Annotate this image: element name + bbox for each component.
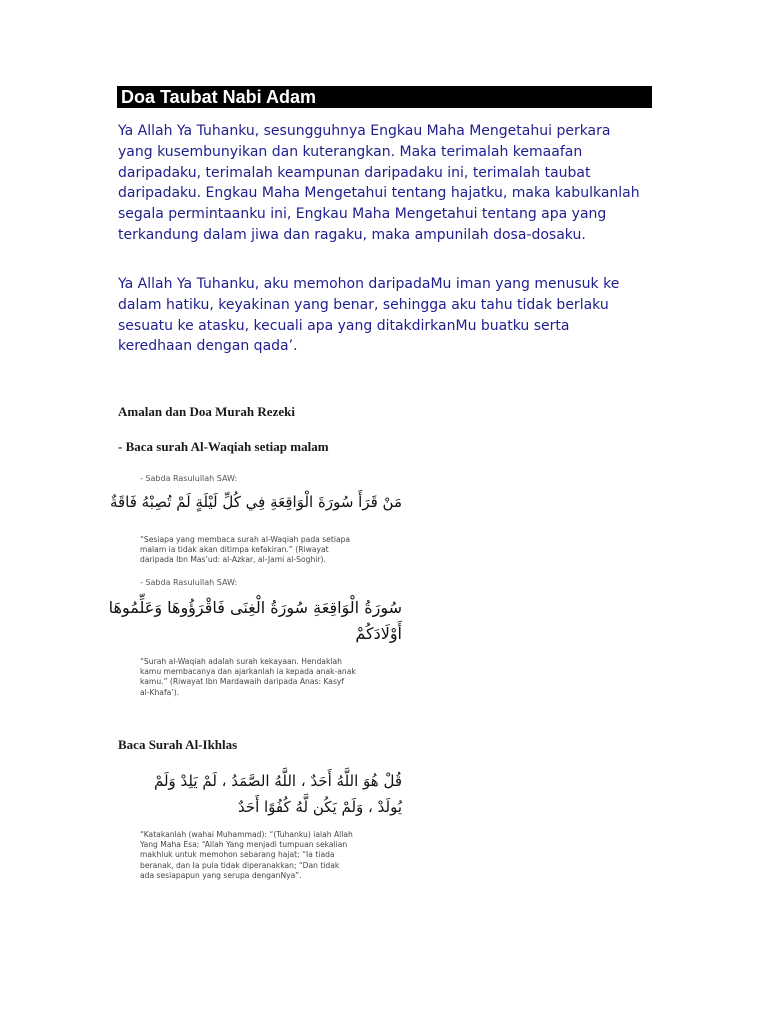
arabic-text <box>140 768 402 820</box>
heading-surah-ikhlas: Baca Surah Al-Ikhlas <box>118 737 238 752</box>
text-line: kamu membacanya dan ajarkanlah ia kepada anak-anak <box>140 667 356 677</box>
heading-murah-rezeki: Amalan dan Doa Murah Rezeki <box>118 404 295 419</box>
arabic-text: مَنْ قَرَأَ سُورَةَ الْوَاقِعَةِ فِي كُلِّ لَيْلَةٍ لَمْ تُصِبْهُ فَاقَةٌ <box>109 493 402 511</box>
arabic-text <box>108 595 402 647</box>
surah-translation <box>140 830 402 881</box>
heading-surah-waqiah: - Baca surah Al-Waqiah setiap malam <box>118 439 329 454</box>
surah-ikhlas-excerpt <box>140 768 402 881</box>
text-line: “Surah al-Waqiah adalah surah kekayaan. Hendaklah <box>140 657 342 666</box>
page-title: Doa Taubat Nabi Adam <box>117 86 652 108</box>
hadith-excerpt-1 <box>109 474 402 566</box>
hadith-label: - Sabda Rasulullah SAW: <box>140 474 238 483</box>
arabic-line: يُولَدْ ، وَلَمْ يَكُن لَّهُ كُفُوًا أَحَدٌ <box>237 798 402 816</box>
doa-taubat-paragraph-2 <box>118 274 658 357</box>
text-line: Yang Maha Esa; “Allah Yang menjadi tumpuan sekalian <box>140 840 348 850</box>
arabic-line: سُورَةُ الْوَاقِعَةِ سُورَةُ الْغِنَى فَاقْرَؤُوهَا وَعَلِّمُوهَا <box>108 598 402 617</box>
text-line: daripada Ibn Mas’ud: al-Azkar, al-Jami al-Soghir). <box>140 555 326 565</box>
text-line: yang kusembunyikan dan kuterangkan. Maka terimalah kemaafan <box>118 143 583 160</box>
hadith-label: - Sabda Rasulullah SAW: <box>140 578 238 587</box>
text-line: dalam hatiku, keyakinan yang benar, sehingga aku tahu tidak berlaku <box>118 296 609 313</box>
arabic-line: قُلْ هُوَ اللَّهُ أَحَدٌ ، اللَّهُ الصَّمَدُ ، لَمْ يَلِدْ وَلَمْ <box>153 772 402 790</box>
text-line: “Sesiapa yang membaca surah al-Waqiah pada setiapa <box>140 535 351 544</box>
text-line: malam ia tidak akan ditimpa kefakiran.” (Riwayat <box>140 545 329 555</box>
text-line: kamu.” (Riwayat Ibn Mardawaih daripada Anas: Kasyf <box>140 677 345 687</box>
text-line: makhluk untuk memohon sebarang hajat; “Ia tiada <box>140 850 335 860</box>
hadith-translation <box>140 657 402 698</box>
text-line: al-Khafa’). <box>140 687 180 697</box>
text-line: sesuatu ke atasku, kecuali apa yang ditakdirkanMu buatku serta <box>118 317 570 334</box>
text-line: daripadaku. Engkau Maha Mengetahui tentang hajatku, maka kabulkanlah <box>118 185 640 202</box>
text-line: Ya Allah Ya Tuhanku, aku memohon daripadaMu iman yang menusuk ke <box>118 276 620 292</box>
hadith-excerpt-2 <box>108 578 402 698</box>
doa-taubat-paragraph-1 <box>118 121 658 246</box>
arabic-line: أَوْلَادَكُمْ <box>355 624 402 643</box>
text-line: segala permintaanku ini, Engkau Maha Mengetahui tentang apa yang <box>118 206 607 223</box>
text-line: ada sesiapapun yang serupa denganNya”. <box>140 870 302 880</box>
text-line: daripadaku, terimalah keampunan daripadaku ini, terimalah taubat <box>118 164 591 181</box>
text-line: terkandung dalam jiwa dan ragaku, maka ampunilah dosa-dosaku. <box>118 226 586 243</box>
text-line: Ya Allah Ya Tuhanku, sesungguhnya Engkau Maha Mengetahui perkara <box>118 123 611 139</box>
hadith-translation <box>140 535 402 566</box>
text-line: beranak, dan Ia pula tidak diperanakkan; “Dan tidak <box>140 860 340 870</box>
text-line: keredhaan dengan qada’. <box>118 338 298 355</box>
text-line: “Katakanlah (wahai Muhammad): “(Tuhanku) ialah Allah <box>140 830 353 839</box>
